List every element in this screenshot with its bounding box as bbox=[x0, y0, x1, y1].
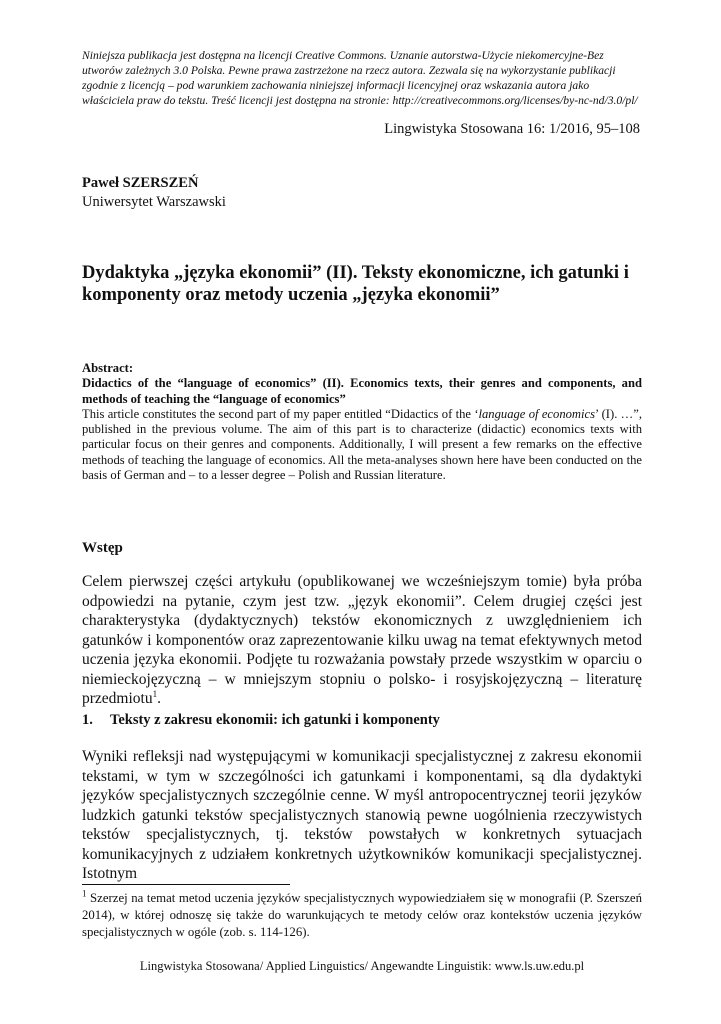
section-intro-heading: Wstęp bbox=[82, 540, 123, 556]
author-last-name: SZERSZEŃ bbox=[122, 175, 199, 191]
abstract-text-part-1: This article constitutes the second part of my paper entitled “Didactics of the ‘ bbox=[82, 406, 479, 421]
page-footer: Lingwistyka Stosowana/ Applied Linguistics/ Angewandte Linguistik: www.ls.uw.edu.pl bbox=[139, 959, 585, 973]
footnote-reference[interactable]: 1 bbox=[152, 688, 158, 699]
author-block bbox=[82, 174, 226, 212]
journal-reference: Lingwistyka Stosowana 16: 1/2016, 95–108 bbox=[384, 121, 640, 137]
section-1-title: Teksty z zakresu ekonomii: ich gatunki i komponenty bbox=[110, 712, 440, 728]
abstract-text-italic: language of economics bbox=[478, 406, 596, 421]
section-1-heading bbox=[82, 712, 440, 729]
abstract-label: Abstract: bbox=[82, 361, 134, 375]
footnote-number: 1 bbox=[82, 888, 87, 899]
section-1-paragraph: Wyniki refleksji nad występującymi w komunikacji specjalistycznej z zakresu ekonomii tekstami, w tym w szczególności ich gatunkami i komponentami, są dla dydaktyki języków specjalistycznych szczególnie cenne. W myśl antropocentrycznej teorii języków ludzkich gatunki tekstów specjalistycznych stanowią pewne uogólnienia rzeczywistych tekstów specjalistycznych, tj. tekstów powstałych w konkretnych sytuacjach komunikacyjnych z udziałem konkretnych użytkowników komunikacji specjalistycznej. Istotnym bbox=[82, 748, 642, 882]
footnote bbox=[82, 890, 642, 941]
abstract-english-title: Didactics of the “language of economics” (II). Economics texts, their genres and components, and methods of teaching the “language of economics” bbox=[82, 376, 642, 406]
abstract-text bbox=[82, 407, 642, 483]
intro-text: Celem pierwszej części artykułu (opublikowanej we wcześniejszym tomie) była próba odpowiedzi na pytanie, czym jest tzw. „język ekonomii”. Celem drugiej części jest charakterystyka (dydaktycznych) tekstów ekonomicznych z uwzględnieniem ich gatunków i komponentów oraz zaprezentowanie kilku uwag na temat efektywnych metod uczenia języka ekonomii. Podjęte tu rozważania powstały przede wszystkim w oparciu o niemieckojęzyczną – w mniejszym stopniu o polsko- i rosyjskojęzyczną – literaturę przedmiotu bbox=[82, 573, 642, 707]
footnote-divider bbox=[82, 884, 290, 885]
license-notice: Niniejsza publikacja jest dostępna na licencji Creative Commons. Uznanie autorstwa-Użycie niekomercyjne-Bez utworów zależnych 3.0 Polska. Pewne prawa zastrzeżone na rzecz autora. Zezwala się na wykorzystanie publikacji zgodnie z licencją – pod warunkiem zachowania niniejszej informacji licencyjnej oraz wskazania autora jako właściciela praw do tekstu. Treść licencji jest dostępna na stronie: http://creativecommons.org/licenses/by-nc-nd/3.0/pl/ bbox=[82, 49, 638, 107]
abstract-block bbox=[82, 361, 642, 483]
author-first-name: Paweł bbox=[82, 175, 120, 191]
section-intro-paragraph: Celem pierwszej części artykułu (opublikowanej we wcześniejszym tomie) była próba odpowiedzi na pytanie, czym jest tzw. „język ekonomii”. Celem drugiej części jest charakterystyka (dydaktycznych) tekstów ekonomicznych z uwzględnieniem ich gatunków i komponentów oraz zaprezentowanie kilku uwag na temat efektywnych metod uczenia języka ekonomii. Podjęte tu rozważania powstały przede wszystkim w oparciu o niemieckojęzyczną – w mniejszym stopniu o polsko- i rosyjskojęzyczną – literaturę przedmiotu$^1$. bbox=[82, 573, 642, 707]
author-affiliation: Uniwersytet Warszawski bbox=[82, 194, 226, 210]
abstract-text-part-2: ’ (I). …”, published in the previous volume. The aim of this part is to characterize (didactic) economics texts with particular focus on their genres and components. Additionally, I will present a few remarks on the effective methods of teaching the language of economics. All the meta-analyses shown here have been conducted on the basis of German and – to a lesser degree – Polish and Russian literature. bbox=[82, 406, 643, 483]
section-1-number: 1. bbox=[82, 712, 93, 728]
footnote-text: Szerzej na temat metod uczenia języków specjalistycznych wypowiedziałem się w monografii (P. Szerszeń 2014), w której odnoszę się także do warunkujących te metody celów oraz kontekstów uczenia języków specjalistycznych w ogóle (zob. s. 114-126). bbox=[82, 891, 642, 939]
article-title: Dydaktyka „języka ekonomii” (II). Teksty ekonomiczne, ich gatunki i komponenty oraz metody uczenia „języka ekonomii” bbox=[82, 263, 629, 305]
